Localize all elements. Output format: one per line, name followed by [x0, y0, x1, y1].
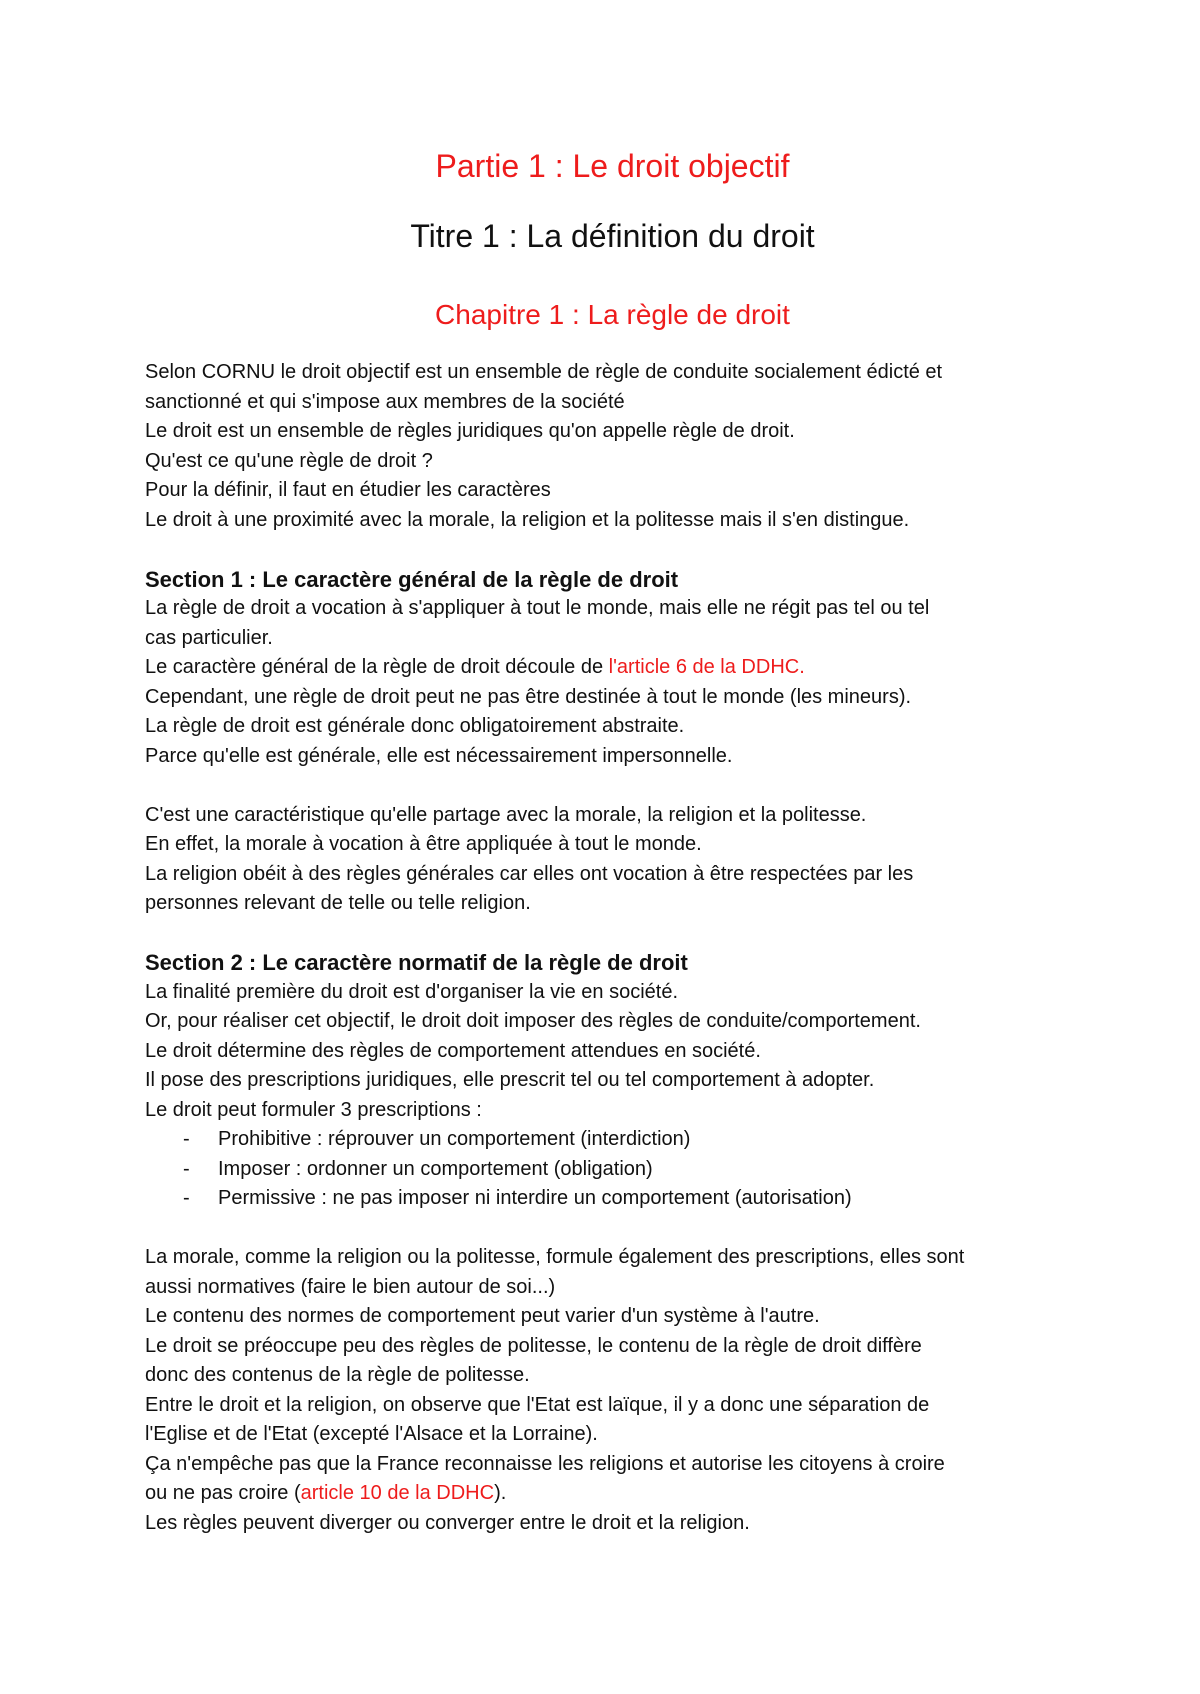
list-item-text: Imposer : ordonner un comportement (obligation): [218, 1157, 653, 1180]
text-line: Le droit se préoccupe peu des règles de politesse, le contenu de la règle de droit diffère: [145, 1334, 922, 1357]
titre-title: Titre 1 : La définition du droit: [410, 218, 815, 254]
article-10-reference: article 10 de la DDHC: [300, 1482, 495, 1504]
text-span: Le caractère général de la règle de droit découle de: [145, 656, 609, 678]
text-line: Qu'est ce qu'une règle de droit ?: [145, 449, 433, 472]
text-line: Le droit est un ensemble de règles juridiques qu'on appelle règle de droit.: [145, 420, 795, 442]
text-line: En effet, la morale à vocation à être appliquée à tout le monde.: [145, 833, 702, 855]
text-line: Parce qu'elle est générale, elle est nécessairement impersonnelle.: [145, 744, 733, 767]
section-1-title: Section 1 : Le caractère général de la règle de droit: [145, 566, 679, 592]
text-line: La règle de droit a vocation à s'appliquer à tout le monde, mais elle ne régit pas tel ou tel: [145, 597, 930, 619]
prescriptions-list: [145, 1125, 1080, 1214]
chapitre-title: Chapitre 1 : La règle de droit: [435, 299, 790, 330]
text-line: La religion obéit à des règles générales car elles ont vocation à être respectées par les: [145, 862, 914, 885]
text-line: Entre le droit et la religion, on observe que l'Etat est laïque, il y a donc une séparation de: [145, 1393, 930, 1416]
text-line: l'Eglise et de l'Etat (excepté l'Alsace et la Lorraine).: [145, 1423, 598, 1445]
text-line: La finalité première du droit est d'organiser la vie en société.: [145, 980, 678, 1003]
dash-bullet: -: [183, 1157, 190, 1180]
section-2-title: Section 2 : Le caractère normatif de la règle de droit: [145, 950, 688, 975]
text-line: Selon CORNU le droit objectif est un ensemble de règle de conduite socialement édicté et: [145, 361, 943, 383]
text-line: Le droit détermine des règles de comportement attendues en société.: [145, 1039, 761, 1062]
text-line: Le droit peut formuler 3 prescriptions :: [145, 1098, 482, 1121]
intro-paragraph: [145, 358, 1080, 535]
text-line: Or, pour réaliser cet objectif, le droit doit imposer des règles de conduite/comportement.: [145, 1010, 921, 1032]
text-line: cas particulier.: [145, 626, 273, 649]
text-line: personnes relevant de telle ou telle religion.: [145, 892, 531, 914]
article-6-line: [145, 653, 1080, 683]
list-item: [183, 1155, 1080, 1185]
text-span: ).: [494, 1482, 507, 1504]
list-item-text: Prohibitive : réprouver un comportement (interdiction): [218, 1128, 691, 1150]
text-line: Il pose des prescriptions juridiques, elle prescrit tel ou tel comportement à adopter.: [145, 1069, 875, 1091]
article-6-reference: l'article 6 de la DDHC.: [608, 656, 805, 678]
text-line: Cependant, une règle de droit peut ne pas être destinée à tout le monde (les mineurs).: [145, 685, 912, 708]
dash-bullet: -: [183, 1187, 190, 1209]
text-line: La règle de droit est générale donc obligatoirement abstraite.: [145, 715, 685, 737]
section-1: [145, 565, 1080, 919]
list-item-text: Permissive : ne pas imposer ni interdire un comportement (autorisation): [218, 1187, 852, 1209]
dash-bullet: -: [183, 1128, 190, 1150]
text-line: donc des contenus de la règle de politesse.: [145, 1364, 530, 1386]
text-line: Les règles peuvent diverger ou converger entre le droit et la religion.: [145, 1511, 750, 1534]
text-line: C'est une caractéristique qu'elle partage avec la morale, la religion et la politesse.: [145, 803, 867, 826]
text-line: Pour la définir, il faut en étudier les caractères: [145, 479, 551, 501]
text-line: La morale, comme la religion ou la politesse, formule également des prescriptions, elles sont: [145, 1246, 965, 1268]
text-line: Le contenu des normes de comportement peut varier d'un système à l'autre.: [145, 1305, 820, 1327]
list-item: [183, 1184, 1080, 1214]
article-10-line: [145, 1479, 1080, 1509]
section-2: [145, 948, 1080, 1538]
list-item: [183, 1125, 1080, 1155]
text-line: sanctionné et qui s'impose aux membres de la société: [145, 390, 625, 413]
text-line: aussi normatives (faire le bien autour de soi...): [145, 1275, 556, 1298]
text-line: Ça n'empêche pas que la France reconnaisse les religions et autorise les citoyens à croire: [145, 1452, 945, 1475]
partie-title: Partie 1 : Le droit objectif: [435, 148, 790, 184]
text-span: ou ne pas croire (: [145, 1482, 301, 1504]
text-line: Le droit à une proximité avec la morale, la religion et la politesse mais il s'en distingue.: [145, 508, 910, 531]
